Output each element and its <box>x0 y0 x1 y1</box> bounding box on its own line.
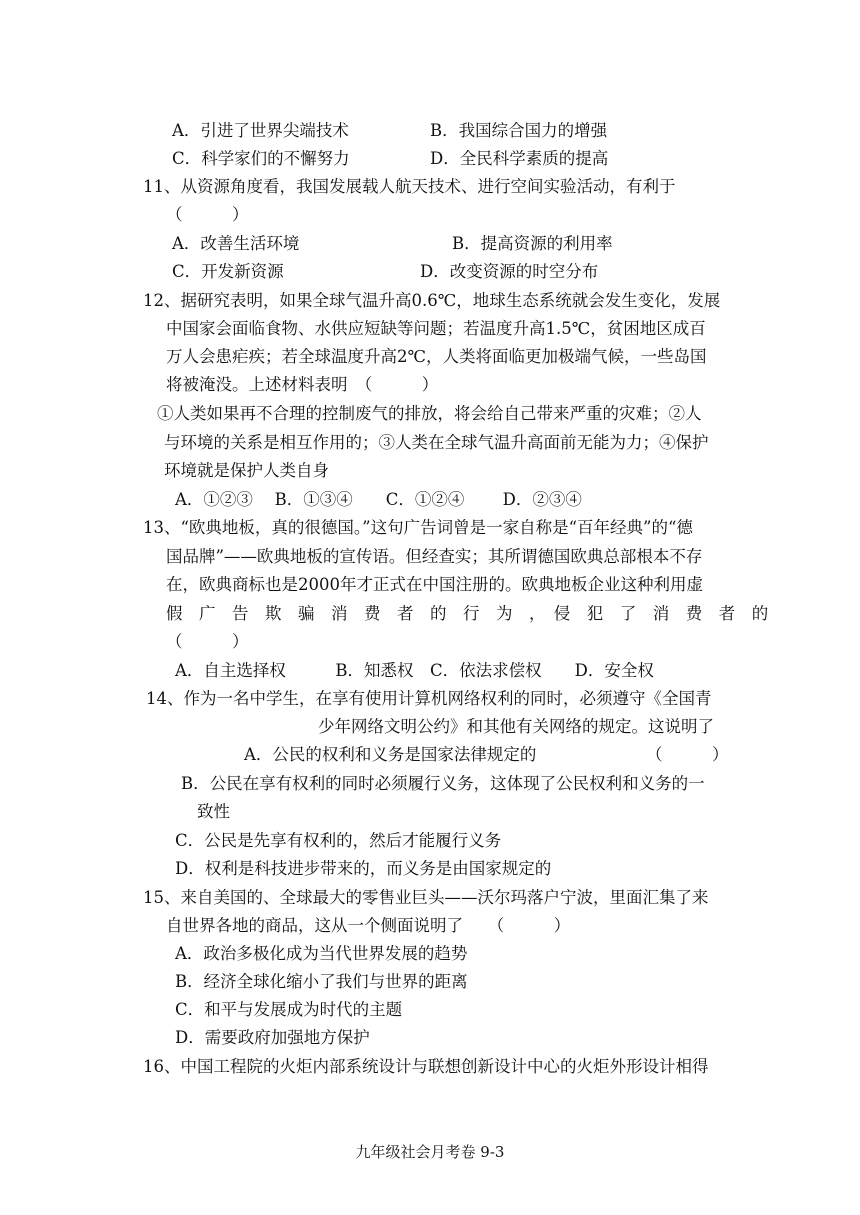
q14-option-b-line-2: 致性 <box>197 802 230 821</box>
q11-option-b: B．提高资源的利用率 <box>452 234 613 253</box>
q14-option-c: C．公民是先享有权利的，然后才能履行义务 <box>175 831 502 850</box>
q12-statement-3: 环境就是保护人类自身 <box>164 461 329 480</box>
q15-line-1: 15、来自美国的、全球最大的零售业巨头——沃尔玛落户宁波，里面汇集了来 <box>143 888 709 907</box>
page-footer: 九年级社会月考卷 9-3 <box>355 1143 505 1161</box>
q12-line-4: 将被淹没。上述材料表明 （ ） <box>166 375 439 394</box>
q14-option-d: D．权利是科技进步带来的，而义务是由国家规定的 <box>175 859 552 878</box>
q13-line-4: 假 广 告 欺 骗 消 费 者 的 行 为 ， 侵 犯 了 消 费 者 的 <box>166 604 769 623</box>
q14-option-a: A．公民的权利和义务是国家法律规定的 <box>244 745 537 764</box>
q13-answer-paren: （ ） <box>166 632 249 651</box>
q12-line-2: 中国家会面临食物、水供应短缺等问题；若温度升高1.5℃，贫困地区成百 <box>166 319 706 338</box>
q13-line-2: 国品牌”——欧典地板的宣传语。但经查实；其所谓德国欧典总部根本不存 <box>166 547 703 566</box>
q14-answer-paren: （ ） <box>646 745 729 764</box>
q12-line-3: 万人会患疟疾；若全球温度升高2℃，人类将面临更加极端气候，一些岛国 <box>166 347 707 366</box>
q11-stem: 11、从资源角度看，我国发展载人航天技术、进行空间实验活动，有利于 <box>143 177 676 196</box>
q13-line-3: 在，欧典商标也是2000年才正式在中国注册的。欧典地板企业这种利用虚 <box>166 575 703 594</box>
q14-option-b-line-1: B．公民在享有权利的同时必须履行义务，这体现了公民权利和义务的一 <box>181 774 705 793</box>
q11-option-d: D．改变资源的时空分布 <box>420 262 599 281</box>
q10-option-a: A．引进了世界尖端技术 <box>172 121 349 140</box>
q15-option-a: A．政治多极化成为当代世界发展的趋势 <box>175 944 468 963</box>
q13-line-1: 13、“欧典地板，真的很德国。”这句广告词曾是一家自称是“百年经典”的“德 <box>143 518 693 537</box>
q16-line-1: 16、中国工程院的火炬内部系统设计与联想创新设计中心的火炬外形设计相得 <box>143 1057 709 1076</box>
q10-option-b: B．我国综合国力的增强 <box>430 121 608 140</box>
q15-option-d: D．需要政府加强地方保护 <box>175 1028 370 1047</box>
q14-line-1: 14、作为一名中学生，在享有使用计算机网络权利的同时，必须遵守《全国青 <box>146 689 712 708</box>
q15-line-2: 自世界各地的商品，这从一个侧面说明了 （ ） <box>166 916 571 935</box>
q12-options: A．①②③ B．①③④ C．①②④ D．②③④ <box>175 490 582 509</box>
q13-options: A．自主选择权 B．知悉权 C．依法求偿权 D．安全权 <box>175 661 654 680</box>
q12-statement-1: ①人类如果再不合理的控制废气的排放，将会给自己带来严重的灾难；②人 <box>157 404 702 423</box>
q15-option-b: B．经济全球化缩小了我们与世界的距离 <box>175 972 468 991</box>
q14-line-2: 少年网络文明公约》和其他有关网络的规定。这说明了 <box>318 717 714 736</box>
q12-line-1: 12、据研究表明，如果全球气温升高0.6℃，地球生态系统就会发生变化，发展 <box>143 291 721 310</box>
q10-option-d: D．全民科学素质的提高 <box>430 149 609 168</box>
q12-statement-2: 与环境的关系是相互作用的；③人类在全球气温升高面前无能为力；④保护 <box>164 433 709 452</box>
q15-option-c: C．和平与发展成为时代的主题 <box>175 1000 403 1019</box>
q10-option-c: C．科学家们的不懈努力 <box>172 149 350 168</box>
q11-option-a: A．改善生活环境 <box>172 234 300 253</box>
q11-option-c: C．开发新资源 <box>172 262 284 281</box>
q11-answer-paren: （ ） <box>166 205 249 224</box>
